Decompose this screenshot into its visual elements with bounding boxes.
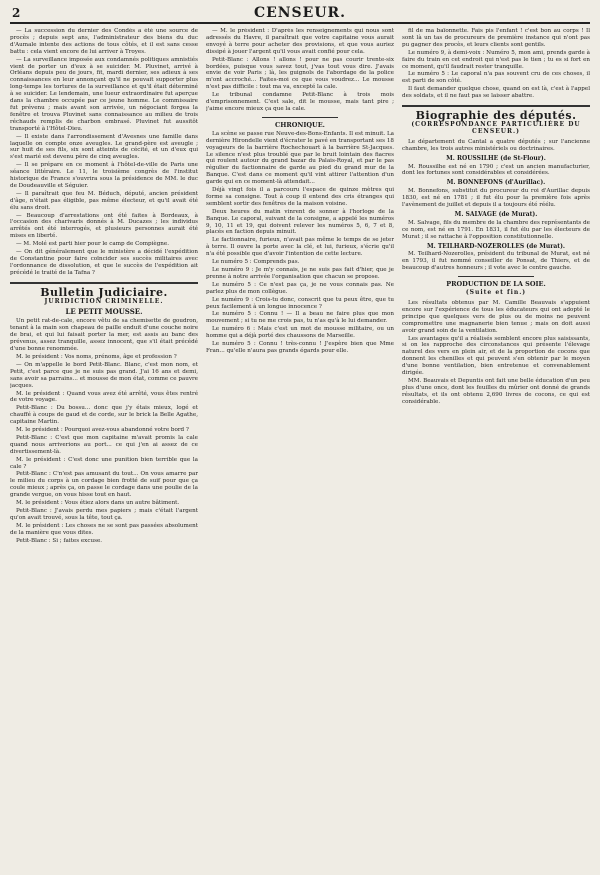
case-paragraph: M. le président : Vos noms, prénoms, âge et profession ?	[16, 353, 177, 360]
chronicle-paragraph: Le factionnaire, furieux, n'avait pas même le temps de se jeter à terre. Il ouvre la porte avec la clé, et lui, furieux, s'écrie qu'il n'a été possible que d'avoir l'intention de cette lecture.	[206, 237, 394, 258]
silk-paragraph: Les avantages qu'il a réalisés semblent encore plus saisissants, si on les rapproche des circonstances qui présente l'élevage naturel des vers en plein air, et de la proportion de cocons que donnent les chenilles et qui peuvent s'en obtenir par le moyen d'une bonne ventilation, bien entretenue et convenablement dirigée.	[402, 335, 590, 377]
news-paragraph: — M. Molé est parti hier pour le camp de Compiègne.	[16, 241, 169, 248]
bio-paragraph: Le département du Cantal a quatre députés ; sur l'ancienne chambre, les trois autres ministériels ou doctrinaires.	[402, 138, 590, 152]
case-text	[10, 318, 198, 544]
chronicle-paragraph: Le numéro 5 : Le caporal n'a pas souvent cru de ces choses, il est parti de son côté.	[402, 71, 590, 85]
chronicle-paragraph: Le numéro 6 : Mais c'est un mot de mousse militaire, ou un homme qui a déjà porté des chaussons de Marseille.	[206, 326, 394, 340]
chronicle-paragraph: fil de ma baïonnette. Fais pis l'enfant ! c'est bon au corps ! Il sont là un tas de procureurs de première instance qui n'ont pas pu gagner des procès, et leurs clients sont gentils.	[402, 28, 590, 48]
silk-paragraph: MM. Beauvais et Depuntis ont fait une belle éducation d'un peu plus d'une once, dont les feuilles du mûrier ont donné de grands résultats, et ils ont obtenu 2,690 livres de cocons, ce qui est considérable.	[402, 377, 590, 405]
case-paragraph: M. le président : Quand vous avez été arrêté, vous êtes rentré de votre voyage.	[10, 390, 198, 404]
deputy-name: M. SALVAGE (de Murat).	[454, 210, 538, 218]
news-paragraph: — Il paraîtrait que feu M. Béduch, député, ancien président d'âge, n'était pas éligible, pas même électeur, et qu'il avait été élu sans droit.	[10, 190, 198, 211]
deputy-name: M. TEILHARD-NOZEROLLES (de Murat).	[427, 242, 565, 250]
news-paragraph: — Il se prépare en ce moment à l'hôtel-de-ville de Paris une séance littéraire. Le 11, le troisième congrès de l'institut historique de France s'ouvrira sous la présidence de MM. le duc de Doudeauville et Séguier.	[10, 162, 198, 189]
silk-title: PRODUCTION DE LA SOIE.	[446, 280, 546, 289]
column-1	[10, 28, 198, 873]
column-3	[402, 28, 590, 873]
deputy-text: M. Salvage, fils du membre de la chambre des représentants de ce nom, est né en 1791. En 1831, il fut élu par les électeurs de Murat ; il se rattache à l'opposition constitutionnelle.	[402, 219, 590, 240]
section-subtitle: (CORRESPONDANCE PARTICULIÈRE DU CENSEUR.)	[411, 120, 581, 135]
case-paragraph: M. le président : Vous étiez alors dans un autre bâtiment.	[16, 500, 180, 507]
page-number: 2	[12, 6, 21, 20]
case-paragraph: M. le président : C'est donc une punition bien terrible que la cale ?	[10, 456, 198, 470]
deputy-text: M. Roussilhe est né en 1790 ; c'est un ancien manufacturier, dont les fortunes sont considérables et considérées.	[402, 163, 590, 177]
case-paragraph: — M. le président : D'après les renseignements qui nous sont adressés du Havre, il paraîtrait que votre capitaine vous aurait envoyé à terre pour acheter des provisions, et que vous auriez dissipé à jouer l'argent qu'il vous avait confié pour cela.	[206, 28, 394, 55]
case-paragraph: — On m'appelle le bord Petit-Blanc. Blanc, c'est mon nom, et Petit, c'est parce que je ne suis pas grand. J'ai 16 ans et demi, sans avoir sa parrains... et mousse de mon état, comme ce pauvre jacques.	[10, 361, 198, 389]
chronicle-title: CHRONIQUE.	[275, 120, 325, 129]
divider	[262, 117, 337, 118]
chronicle-paragraph: Deux heures du matin vinrent de sonner à l'horloge de la Banque. Le caporal, suivant de la consigne, a appelé les numéros 9, 10, 11 et 19, qui doivent relever les numéros 5, 6, 7 et 8, placés en faction depuis minuit.	[206, 208, 394, 236]
silk-paragraph: Les résultats obtenus par M. Camille Beauvais s'appuient encore sur l'expérience de tous les éducateurs qui ont adopté le principe que quelques vers de plus ou de moins ne peuvent compromettre une magnanerie bien tenue ; mais on doit aussi avoir grand soin de la ventilation.	[402, 300, 590, 334]
case-paragraph: Petit-Blanc : Si ; faites excuse.	[16, 537, 103, 544]
news-paragraph: — Il existe dans l'arrondissement d'Avesnes une famille dans laquelle on compte onze aveugles. Le grand-père est aveugle ; sur huit de ses fils, six sont atteints de cécité, et un d'eux qui s'est marié est devenu père de cinq aveugles.	[10, 133, 198, 161]
deputy-text: M. Bonnefons, substitut du procureur du roi d'Aurillac depuis 1830, est né en 1781 ; il fut élu pour la première fois après l'avènement de juillet et depuis il a toujours été réélu.	[402, 188, 590, 209]
case-paragraph: Petit-Blanc : Allons ! allons ! pour ne pas courir trente-six bordées, puisque vous savez tout, j'vas tout vous dire. J'avais envie de voir Paris ; là, les guignols de l'abordage de la police m'ont accroché... Faites-moi ce que vous voudrez... Le mousse n'est pas difficile : tout ma va, excepté la cale.	[206, 56, 394, 91]
divider	[458, 276, 533, 277]
chronicle-paragraph: Le numéro 5 : Ce n'est pas ça, je ne vous connais pas. Ne parlez plus de mon collègue.	[206, 281, 394, 295]
section-title-biography: Biographie des députés.	[415, 109, 577, 123]
silk-subtitle: (Suite et fin.)	[465, 289, 527, 297]
deputy-text: M. Teilhard-Nozerolles, président du tribunal de Murat, est né en 1793, il fut nommé conseiller de Ponsat, de Thiers, et de beaucoup d'autres honneurs ; il vote avec le centre gauche.	[402, 251, 590, 272]
journal-title: CENSEUR.	[253, 5, 347, 21]
case-paragraph: M. le président : Pourquoi avez-vous abandonné votre bord ?	[16, 427, 189, 434]
columns	[10, 28, 590, 873]
news-paragraph: — La succession du dernier des Condés a été une source de procès ; depuis sept ans, l'administrateur des biens du duc d'Aumale intente des actions de tous côtés, et il est sans cesse battu : cela vient encore de lui arriver à Troyes.	[10, 28, 198, 55]
news-paragraph: — La surveillance imposée aux condamnés politiques amnistiés vient de porter un d'eux à se suicider. M. Pluvinet, arrivé à Orléans depuis peu de jours, fit, mardi dernier, ses adieux à ses connaissances en leur annonçant qu'il ne pouvait supporter plus long-temps les tortures de la surveillance et qu'il était déterminé à se suicider. Le lendemain, une lueur extraordinaire fut aperçue dans la chambre occupée par ce jeune homme. Le commissaire fut prévenu ; mais avant son arrivée, un négociant forgea la fenêtre et trouva Pluvinet sans connaissance au milieu de trois réchauds remplis de charbon embrasé. Pluvinet fut aussitôt transporté à l'Hôtel-Dieu.	[10, 56, 198, 132]
chronicle-paragraph: Le numéro 5 : Connu ! — Il a beau ne faire plus que mon mouvement ; si tu ne me crois pas, tu n'as qu'à le lui demander.	[206, 311, 394, 325]
chronicle-paragraph: Le numéro 9, à demi-voix : Numéro 5, mon ami, prends garde à faire du train en cet endroit qui n'est pas le tien ; tu es si fort en ce moment, qu'il faudrait rester tranquille.	[402, 49, 590, 70]
masthead	[10, 6, 590, 24]
case-paragraph: Le tribunal condamne Petit-Blanc à trois mois d'emprisonnement. C'est sale, dit le mousse, mais tant pire ; j'aime encore mieux ça que la cale.	[206, 92, 394, 112]
case-paragraph: Petit-Blanc : Du bossu... donc que j'y étais mieux, logé et chauffé à coups de gaud et de corde, sur le brick la Belle Agathe, capitaine Martin.	[10, 405, 198, 426]
deputy-name: M. ROUSSILHE (de St-Flour).	[446, 154, 546, 162]
section-subtitle: JURIDICTION CRIMINELLE.	[44, 297, 164, 305]
chronicle-paragraph: Le numéro 5 : Connu ! très-connu ! J'espère bien que Mme Fran... qu'elle n'aura pas grands égards pour elle.	[206, 341, 394, 354]
case-paragraph: Petit-Blanc : J'avais perdu mes papiers ; mais c'était l'argent qu'on avait trouvé, sous la tête, tout ça.	[10, 508, 198, 521]
chronicle-paragraph: Le numéro 5 : Comprends pas.	[212, 259, 300, 266]
chronicle-paragraph: La scène se passe rue Neuve-des-Bons-Enfants. Il est minuit. La dernière Hirondelle vient d'écrater le pavé en transportant ses 18 voyageurs de la barrière Rochechouart à la barrière St-Jacques. Le silence n'est plus troublé que par le bruit lointain des fiacres qui roulent autour du grand bazar du Palais-Royal, et par le pas régulier du factionnaire de garde au pied du grand mur de la Banque. C'est dans ce moment qu'il vint attirer l'attention d'un garde qui en ce moment-là attendait...	[206, 130, 394, 186]
chronicle-paragraph: Le numéro 9 : Crois-tu donc, conscrit que tu peux être, que tu peux facilement à un longue innocence ?	[206, 296, 394, 310]
chronicle-paragraph: Le numéro 9 : Je m'y connais, je ne suis pas fait d'hier, que je prenne à notre arrivée l'organisation que chacun se propose.	[206, 267, 394, 280]
chronicle-paragraph: Il faut demander quelque chose, quand on est là, c'est à l'appel des soldats, et il ne faut pas se laisser abattre.	[402, 86, 590, 100]
case-title: LE PETIT MOUSSE.	[65, 306, 143, 316]
section-title-bulletin: Bulletin Judiciaire.	[40, 285, 168, 299]
case-paragraph: M. le président : Les choses ne se sont pas passées absolument de la manière que vous dites.	[10, 522, 198, 536]
divider	[10, 282, 198, 284]
divider	[402, 105, 590, 107]
column-2	[206, 28, 394, 873]
case-paragraph: Petit-Blanc : C'est que mon capitaine m'avait promis la cale quand nous arriverions au port... ce qui j'en ai assez de ce divertissement-là.	[10, 434, 198, 455]
deputy-name: M. BONNEFONS (d'Aurillac).	[446, 179, 546, 187]
case-paragraph: Petit-Blanc : C'n'est pas amusant du tout... On vous amarre par le milieu du corps à un cordage bien frotté de suif pour que ça coule mieux ; après ça, on passe le cordage dans une poulie de la grande vergue, on vous hisse tout en haut.	[10, 471, 198, 499]
news-paragraph: — Beaucoup d'arrestations ont été faites à Bordeaux, à l'occasion des charivaris donnés à M. Ducazes ; les individus arrêtés ont été interrogés, et plusieurs personnes aurait été mises en liberté.	[10, 212, 198, 240]
case-paragraph: Un petit rat-de-cale, encore vêtu de sa chemisette de goudron, tenant à la main son chapeau de paille enduit d'une couche noire de brai, et qui lui faisait porter la mer, est assis au banc des prévenus, assez tranquille, assez innocent, que s'il était précédé d'une bonne renommée.	[10, 318, 198, 353]
chronicle-paragraph: Déjà vingt fois il a parcouru l'espace de quinze mètres qui forme sa consigne. Tout à coup il entend des cris étranges qui semblent sortir des fenêtres de la maison voisine.	[206, 187, 394, 207]
news-items	[10, 28, 198, 277]
news-paragraph: — On dit généralement que le ministère a décidé l'expédition de Constantine pour faire coïncider ses succès militaires avec l'ordonnance de dissolution, et que le succès de l'expédition ait précédé le traité de la Tafna ?	[10, 249, 198, 276]
